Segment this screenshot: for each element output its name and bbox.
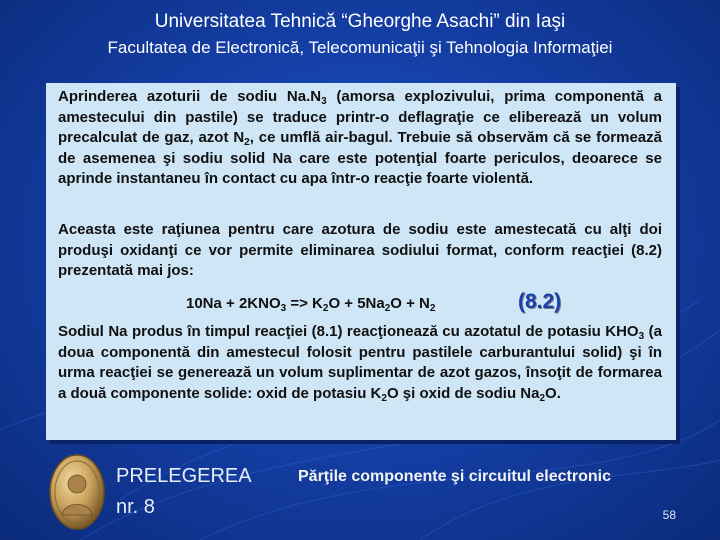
paragraph-3-text-c: O şi oxid de sodiu Na xyxy=(386,384,540,402)
chemical-reaction xyxy=(186,294,435,314)
paragraph-3-text-b: (a doua componentă din amestecul folosit pentru pastilele carburantului solid) şi în urma reacţiei se generează un volum suplimentar de azot gazos, însoţit de formarea a două componente solide: oxid de potasiu K xyxy=(58,323,662,402)
university-title: Universitatea Tehnică “Gheorghe Asachi” din Iaşi xyxy=(154,11,566,32)
subscript: 2 xyxy=(244,137,250,149)
subscript: 2 xyxy=(381,392,387,404)
reaction-part: O + N xyxy=(390,295,430,312)
paragraph-1-text-b: (amorsa explozivului, prima componentă a amestecului din pastile) se traduce printr-o deflagraţie ce eliberează un volum precalculat de gaz, azot N xyxy=(58,88,662,147)
subscript: 2 xyxy=(539,392,546,404)
lecture-topic: Părţile componente şi circuitul electronic xyxy=(298,468,611,485)
page-number: 58 xyxy=(662,508,676,522)
paragraph-3-text-a: Sodiul Na produs în timpul reacţiei (8.1) reacţionează cu azotatul de potasiu KHO xyxy=(58,323,639,340)
portrait-medallion-icon xyxy=(48,453,106,531)
lecture-title: PRELEGEREA xyxy=(116,465,252,487)
faculty-title: Facultatea de Electronică, Telecomunicaţii şi Tehnologia Informaţiei xyxy=(107,38,613,57)
subscript: 2 xyxy=(322,303,329,314)
paragraph-3 xyxy=(58,322,662,404)
reaction-part: 10Na + 2KNO xyxy=(186,295,281,312)
paragraph-1 xyxy=(58,87,662,190)
reaction-part: O + 5Na xyxy=(328,295,385,312)
lecture-number: nr. 8 xyxy=(116,496,155,518)
subscript: 3 xyxy=(638,331,645,342)
subscript: 3 xyxy=(280,303,287,314)
paragraph-1-text-c: , ce umflă air-bagul. Trebuie să observăm că se formează de asemenea şi sodiu solid Na care este potenţial foarte periculos, deoarece se aprinde instantaneu în contact cu apa într-o reacţie foarte violentă. xyxy=(58,129,662,188)
subscript: 2 xyxy=(429,303,436,314)
subscript: 3 xyxy=(321,96,327,107)
paragraph-1-text-a: Aprinderea azoturii de sodiu Na.N xyxy=(58,88,322,105)
subscript: 2 xyxy=(384,303,391,314)
lecture-label xyxy=(116,461,252,523)
reaction-part: => K xyxy=(286,295,323,312)
equation-number: (8.2) xyxy=(518,290,562,313)
paragraph-3-text-d: O. xyxy=(545,384,561,402)
paragraph-2: Aceasta este raţiunea pentru care azotura de sodiu este amestecată cu alţi doi produşi oxidanţi ce vor permite eliminarea sodiului format, conform reacţiei (8.2) prezentată mai jos: xyxy=(58,221,662,280)
